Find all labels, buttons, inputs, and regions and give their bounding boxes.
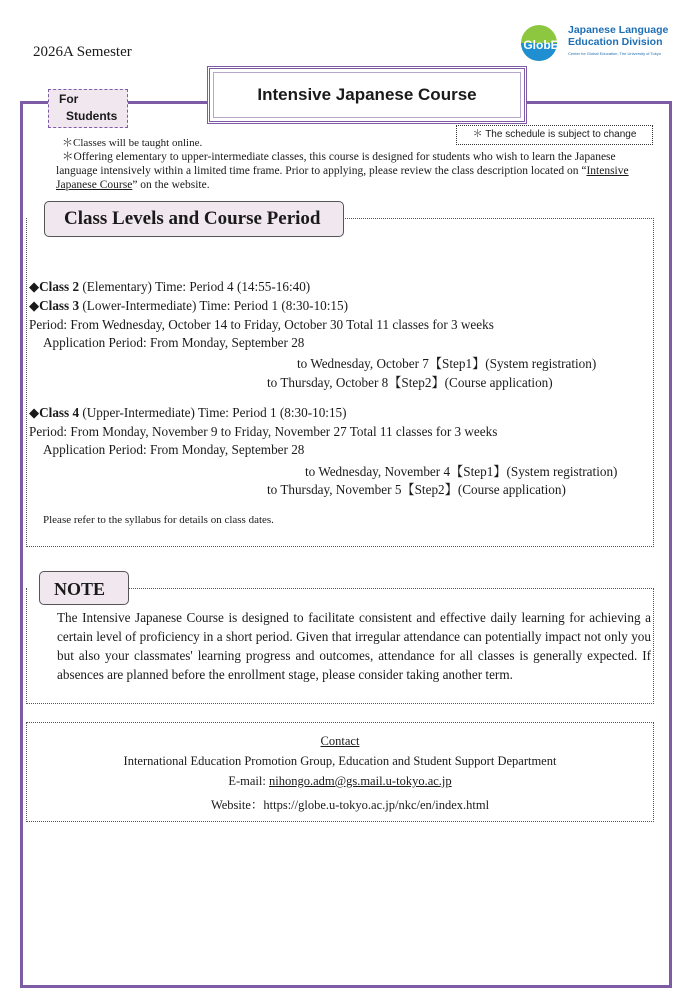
title-box: [207, 66, 527, 124]
syllabus-note: Please refer to the syllabus for details on class dates.: [43, 514, 274, 526]
class3-step1: to Wednesday, October 7【Step1】(System registration): [297, 356, 597, 371]
contact-email: E-mail: nihongo.adm@gs.mail.u-tokyo.ac.jp: [228, 774, 452, 788]
class4-step1: to Wednesday, November 4【Step1】(System registration): [305, 464, 618, 479]
audience-badge: [48, 89, 128, 128]
class3-period: Period: From Wednesday, October 14 to Friday, October 30 Total 11 classes for 3 weeks: [29, 317, 494, 332]
page-title: Intensive Japanese Course: [257, 85, 477, 104]
logo-title-line2: Education Division: [568, 36, 663, 48]
schedule-note: ＊ The schedule is subject to change: [456, 125, 653, 145]
contact-heading: Contact: [320, 734, 360, 748]
course-link[interactable]: Intensive Japanese Course: [56, 165, 629, 191]
note-text: The Intensive Japanese Course is designed to facilitate consistent and effective daily learning for achieving a certain level of proficiency in a short period. Given that irregular attendance can potentially impact not only you but also your classmates' learning progress and outcomes, attendance for all classes is generally expected. If absences are planned before the enrollment stage, please consider taking another term.: [57, 610, 651, 682]
audience-line2: Students: [66, 109, 118, 123]
class-levels-heading: Class Levels and Course Period: [44, 201, 344, 237]
email-link[interactable]: nihongo.adm@gs.mail.u-tokyo.ac.jp: [268, 774, 452, 788]
class4-step2: to Thursday, November 5【Step2】(Course application): [267, 482, 566, 497]
audience-line1: For: [59, 92, 79, 106]
class4-application: Application Period: From Monday, September 28: [43, 442, 305, 457]
note-divider: [126, 588, 652, 589]
class2-line: ◆Class 2 (Elementary) Time: Period 4 (14:55-16:40): [29, 279, 311, 294]
online-note: ＊Classes will be taught online.: [62, 137, 203, 149]
globe-logo-icon: [520, 24, 562, 62]
class4-line: ◆Class 4 (Upper-Intermediate) Time: Period 1 (8:30-10:15): [29, 405, 347, 420]
semester-label: 2026A Semester: [33, 44, 132, 60]
logo-word: GlobE: [523, 38, 559, 52]
logo-subtitle: Center for Global Education, The University of Tokyo: [568, 51, 662, 56]
logo-title-line1: Japanese Language: [568, 24, 669, 36]
note-heading: NOTE: [39, 571, 129, 605]
contact-website[interactable]: Website：https://globe.u-tokyo.ac.jp/nkc/en/index.html: [210, 798, 490, 812]
class4-period: Period: From Monday, November 9 to Friday, November 27 Total 11 classes for 3 weeks: [29, 424, 498, 439]
class3-step2: to Thursday, October 8【Step2】(Course application): [267, 375, 553, 390]
contact-box: [26, 722, 654, 822]
class3-application: Application Period: From Monday, September 28: [43, 335, 305, 350]
globe-logo: [520, 22, 692, 62]
intro-paragraph: ＊Offering elementary to upper-intermediate classes, this course is designed for students who wish to learn the Japanese language intensively within a limited time frame. Prior to applying, please review the class description located on “Intensive Japanese Course” on the website.: [56, 151, 629, 191]
contact-org: International Education Promotion Group, Education and Student Support Department: [123, 754, 557, 768]
class3-line: ◆Class 3 (Lower-Intermediate) Time: Period 1 (8:30-10:15): [29, 298, 348, 313]
section-divider: [340, 218, 652, 219]
